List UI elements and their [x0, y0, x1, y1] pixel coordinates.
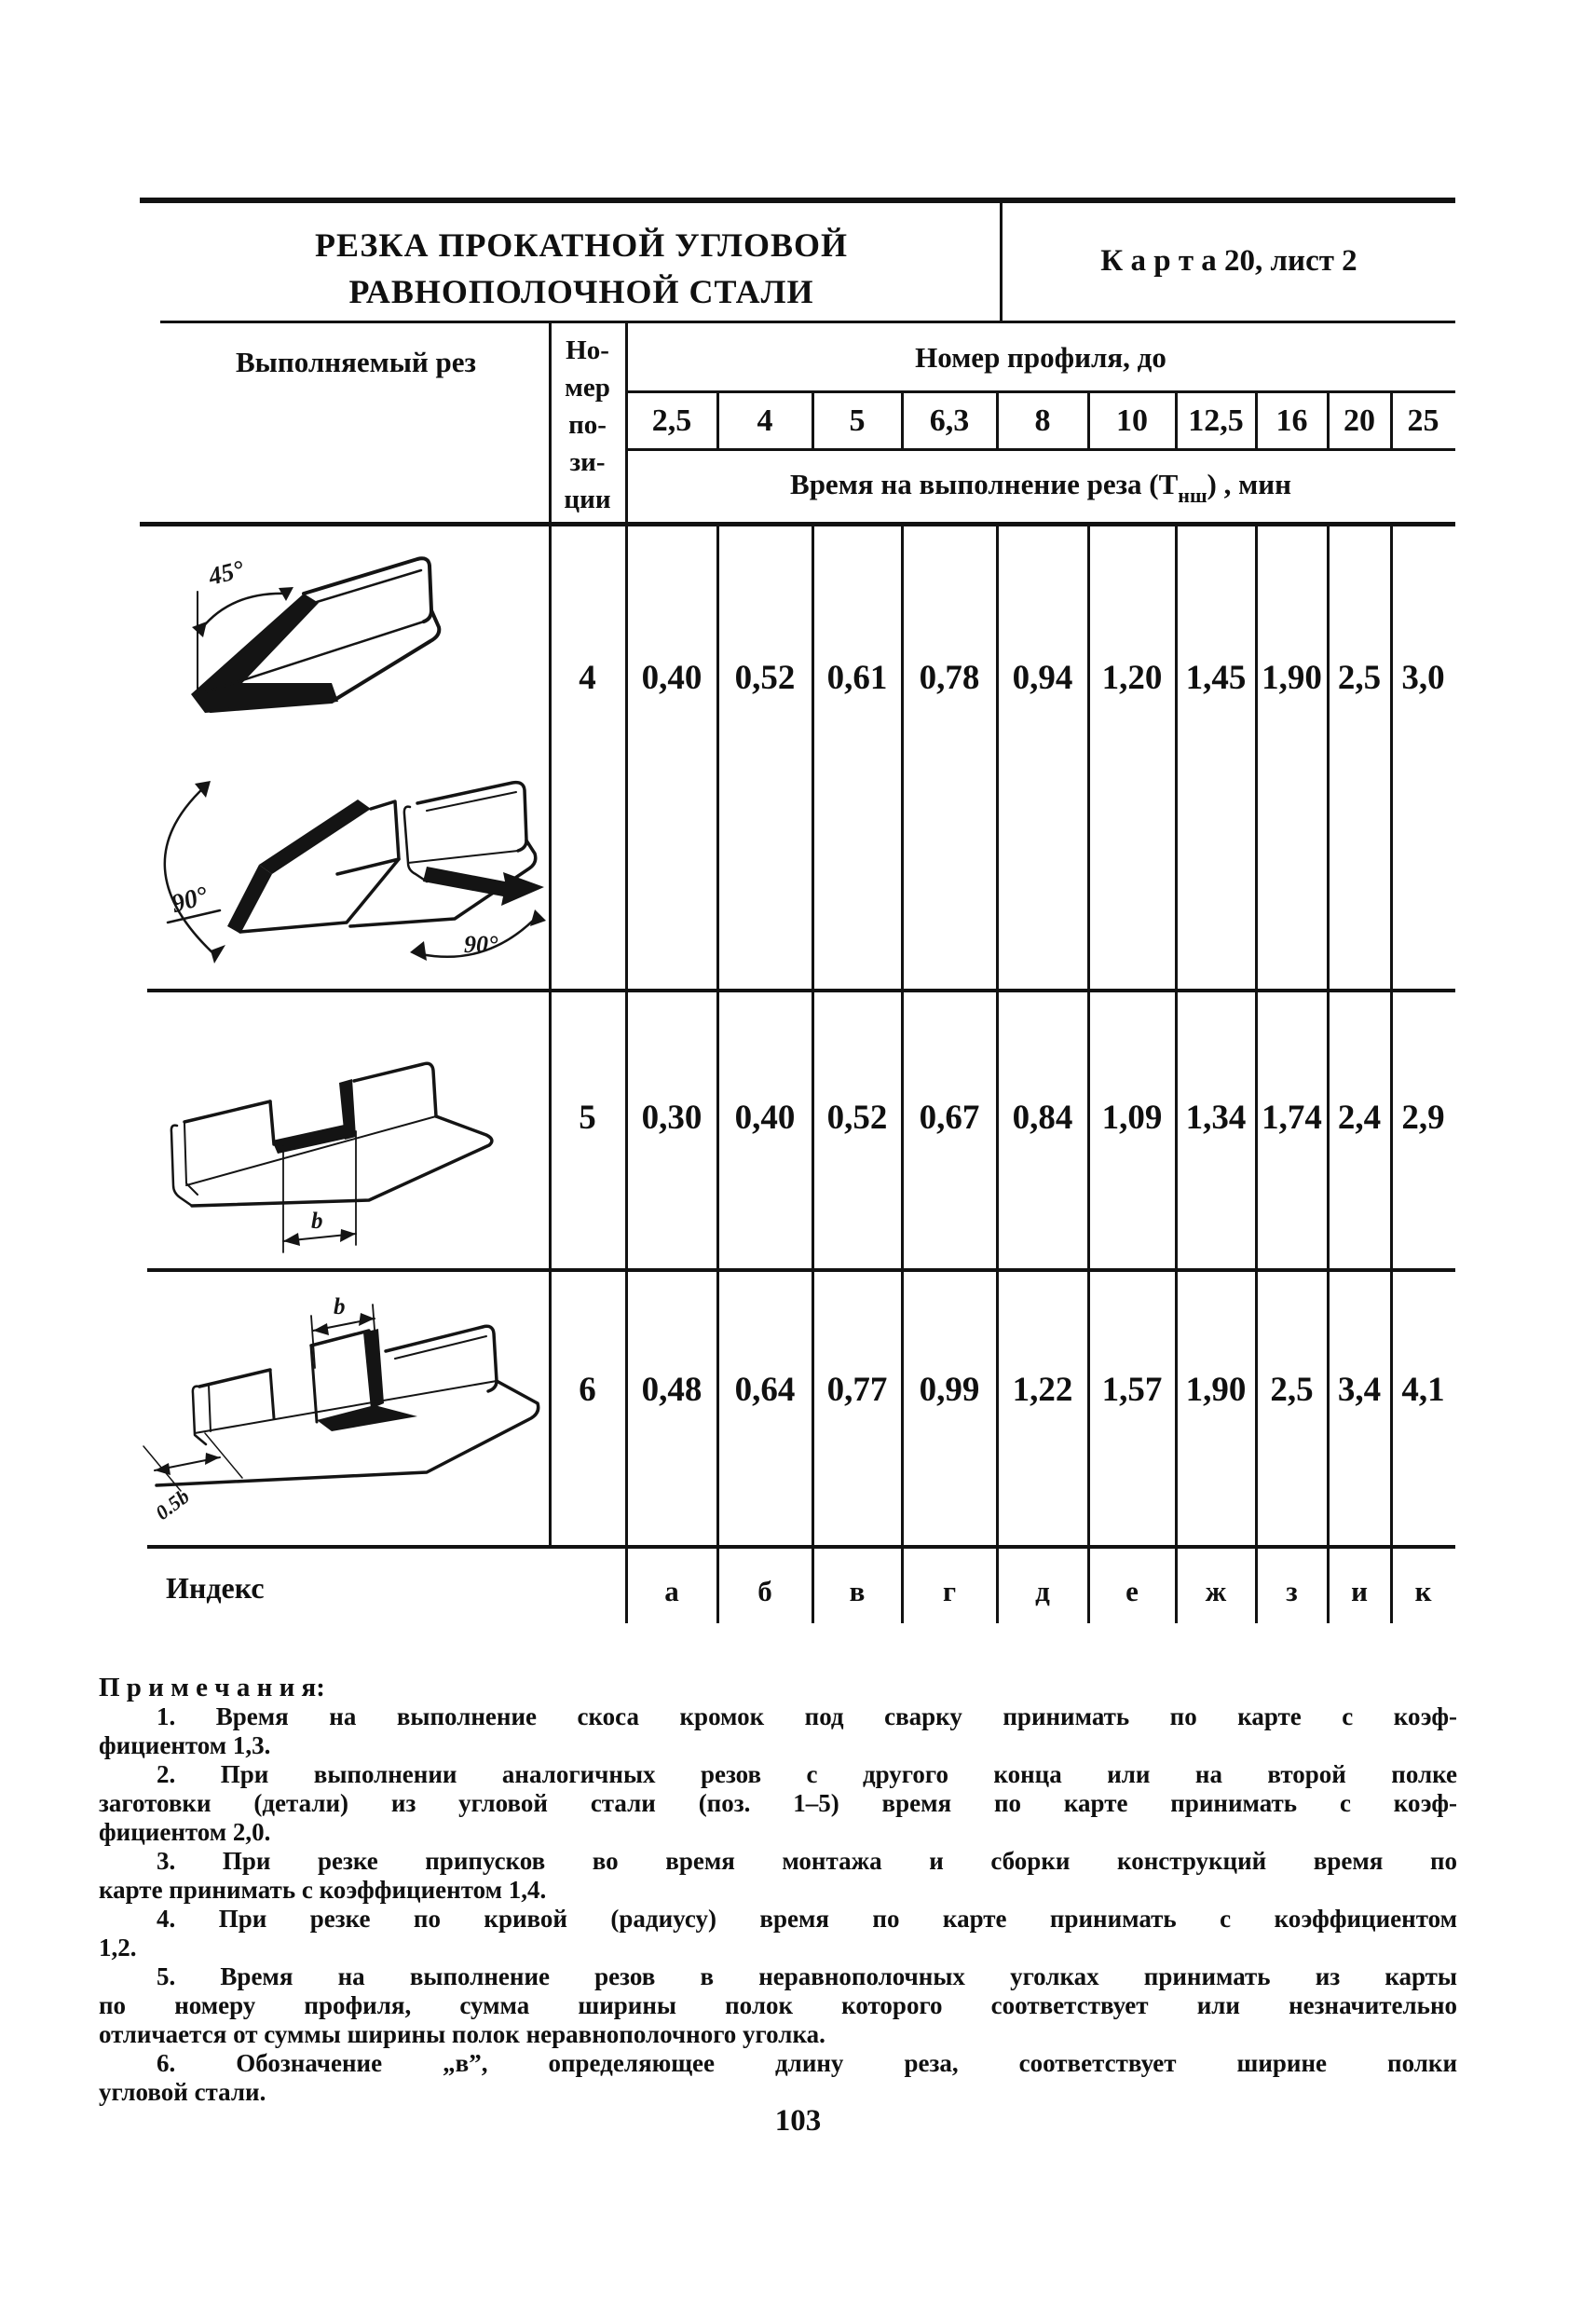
table-value: 1,34 [1185, 1099, 1247, 1137]
note-line: 2. При выполнении аналогичных резов с другого конца или на второй полке [157, 1760, 1457, 1788]
notch-width-label: b [311, 1209, 323, 1234]
index-value: з [1286, 1575, 1298, 1607]
profile-size: 20 [1344, 403, 1375, 438]
page-number: 103 [774, 2104, 822, 2138]
row-position: 4 [579, 659, 596, 697]
half-width-label: 0.5b [150, 1483, 194, 1524]
note-line: фициентом 1,3. [99, 1731, 271, 1759]
drawing-strip-cut [119, 1288, 548, 1532]
table-value: 1,90 [1185, 1371, 1247, 1409]
table-value: 0,30 [641, 1099, 703, 1137]
table-value: 4,1 [1401, 1371, 1445, 1409]
table-value: 2,5 [1270, 1371, 1314, 1409]
note-line: заготовки (детали) из угловой стали (поз. 1–5) время по карте принимать с коэф- [99, 1789, 1457, 1817]
index-value: д [1035, 1575, 1050, 1607]
table-rule-row5 [147, 1268, 1455, 1272]
pos-header-line: мер [565, 373, 610, 403]
table-value: 0,78 [919, 659, 980, 697]
table-value: 1,74 [1262, 1099, 1322, 1137]
table-value: 0,40 [734, 1099, 796, 1137]
table-value: 1,20 [1101, 659, 1163, 697]
time-label-sub: нш [1178, 484, 1207, 507]
note-line: отличается от суммы ширины полок неравнополочного уголка. [99, 2020, 825, 2048]
table-rule-body-top [140, 522, 1455, 526]
angle-90-right-label: 90° [464, 931, 498, 958]
drawing-notch-cut [130, 1046, 503, 1264]
document-title [163, 222, 1000, 315]
note-line: 4. При резке по кривой (радиусу) время по карте принимать с коэффициентом [157, 1905, 1457, 1933]
table-value: 0,99 [919, 1371, 980, 1409]
table-value: 1,57 [1101, 1371, 1163, 1409]
index-value: г [942, 1575, 957, 1607]
table-value: 1,22 [1012, 1371, 1073, 1409]
row-position: 6 [579, 1371, 596, 1409]
table-value: 0,40 [641, 659, 703, 697]
profile-size: 25 [1407, 403, 1439, 438]
time-label-pre: Время на выполнение реза (Т [790, 468, 1179, 500]
table-vline-pos-data [625, 321, 628, 1623]
table-rule-sizes-bottom [626, 448, 1455, 451]
profile-size: 12,5 [1188, 403, 1244, 438]
drawing-angle-cut-90 [114, 755, 556, 988]
index-value: б [757, 1575, 772, 1607]
column-header-cut: Выполняемый рез [235, 346, 476, 378]
pos-header-line: зи- [569, 447, 606, 477]
note-line: угловой стали. [99, 2078, 266, 2106]
drawing-lines [171, 1063, 492, 1252]
note-line: фициентом 2,0. [99, 1818, 271, 1846]
profile-size: 6,3 [929, 403, 970, 438]
card-reference: К а р т а 20, лист 2 [1100, 244, 1357, 278]
profile-size: 5 [849, 403, 866, 438]
note-line: по номеру профиля, сумма ширины полок которого соответствует или незначительно [99, 1991, 1457, 2019]
table-value: 0,61 [826, 659, 888, 697]
table-value: 0,94 [1012, 659, 1073, 697]
pos-header-line: ции [564, 485, 611, 514]
flange-width-label: b [334, 1294, 346, 1319]
time-row-label [626, 468, 1455, 508]
note-line: 6. Обозначение „в”, определяющее длину реза, соответствует ширине полки [157, 2049, 1457, 2077]
table-value: 0,64 [734, 1371, 796, 1409]
table-value: 0,77 [826, 1371, 888, 1409]
profile-size: 16 [1275, 403, 1308, 438]
notes-heading: П р и м е ч а н и я: [99, 1673, 325, 1702]
index-value: в [849, 1575, 866, 1607]
note-line: 1. Время на выполнение скоса кромок под сварку принимать по карте с коэф- [157, 1702, 1457, 1730]
note-line: 3. При резке припусков во время монтажа и сборки конструкций время по [157, 1847, 1457, 1875]
title-line-2: РАВНОПОЛОЧНОЙ СТАЛИ [348, 273, 814, 310]
table-rule-top [140, 198, 1455, 203]
note-line: 5. Время на выполнение резов в неравнополочных уголках принимать из карты [157, 1962, 1457, 1990]
table-value: 0,48 [641, 1371, 703, 1409]
notes-section [99, 1674, 1457, 2107]
index-value: ж [1205, 1575, 1227, 1607]
table-value: 1,90 [1262, 659, 1322, 697]
profile-size: 8 [1034, 403, 1051, 438]
profile-size: 4 [757, 403, 773, 438]
index-label: Индекс [166, 1571, 265, 1605]
pos-header-line: Но- [566, 335, 609, 365]
table-value: 3,0 [1401, 659, 1445, 697]
drawing-angle-cut-45 [149, 545, 447, 745]
table-value: 2,5 [1337, 659, 1382, 697]
table-value: 0,84 [1012, 1099, 1073, 1137]
index-value: а [664, 1575, 679, 1607]
table-value: 1,45 [1185, 659, 1247, 697]
index-value: и [1351, 1575, 1368, 1607]
column-header-position [550, 332, 625, 518]
drawing-lines [143, 1305, 539, 1491]
angle-45-label: 45° [205, 554, 247, 591]
index-value: к [1414, 1575, 1432, 1607]
pos-header-line: по- [568, 410, 607, 440]
table-rule-row6 [147, 1545, 1455, 1549]
table-value: 3,4 [1337, 1371, 1382, 1409]
table-value: 0,52 [826, 1099, 888, 1137]
time-label-post: ) , мин [1207, 468, 1291, 500]
table-rule-header [160, 321, 1455, 323]
table-value: 0,52 [734, 659, 796, 697]
table-rule-row4 [147, 989, 1455, 992]
note-line: 1,2. [99, 1934, 137, 1961]
note-line: карте принимать с коэффициентом 1,4. [99, 1876, 547, 1904]
profile-size: 10 [1116, 403, 1148, 438]
table-value: 0,67 [919, 1099, 980, 1137]
table-value: 1,09 [1101, 1099, 1163, 1137]
row-position: 5 [579, 1099, 596, 1137]
title-line-1: РЕЗКА ПРОКАТНОЙ УГЛОВОЙ [314, 226, 849, 264]
index-value: е [1125, 1575, 1139, 1607]
table-value: 2,9 [1401, 1099, 1445, 1137]
table-rule-sizes-top [626, 390, 1455, 393]
table-value: 2,4 [1337, 1099, 1382, 1137]
profile-size: 2,5 [651, 403, 692, 438]
angle-90-left-label: 90° [168, 881, 211, 920]
column-header-profile-group: Номер профиля, до [915, 341, 1166, 374]
